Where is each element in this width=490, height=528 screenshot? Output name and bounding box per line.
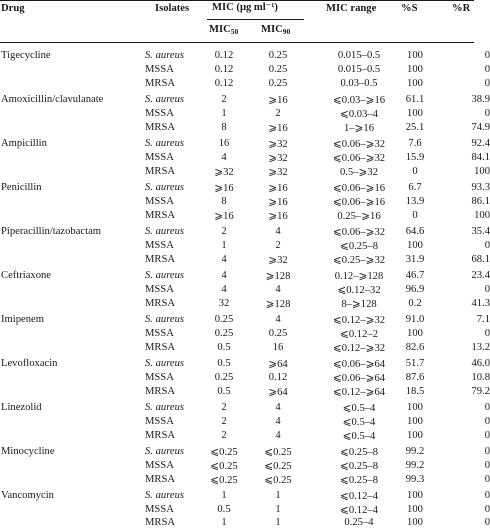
range-cell: ⩽0.06–⩾32 <box>332 153 386 164</box>
pct-r-cell: 0 <box>484 284 490 295</box>
mic90-cell: 2 <box>275 108 281 119</box>
isolate-cell: MSSA <box>145 108 174 119</box>
pct-r-cell: 0 <box>484 504 490 515</box>
isolate-cell: S. aureus <box>145 226 185 237</box>
drug-label: Minocycline <box>1 446 55 457</box>
mic90-cell: 1 <box>275 504 281 515</box>
mic90-cell: 1 <box>275 490 281 501</box>
mic50-cell: 2 <box>221 416 227 427</box>
pct-s-cell: 61.1 <box>405 94 425 105</box>
pct-s-cell: 87.6 <box>405 372 425 383</box>
range-cell: ⩽0.12–2 <box>339 329 378 340</box>
mic50-cell: ⩾16 <box>214 211 234 222</box>
mic90-cell: ⩾64 <box>268 387 288 398</box>
mic90-cell: 16 <box>272 342 284 353</box>
isolate-cell: MRSA <box>145 430 176 441</box>
isolate-cell: MSSA <box>145 240 174 251</box>
range-cell: 0.12–⩾128 <box>334 271 384 282</box>
isolate-cell: S. aureus <box>145 270 185 281</box>
pct-r-cell: 92.4 <box>471 138 490 149</box>
pct-s-cell: 6.7 <box>408 182 422 193</box>
pct-r-cell: 84.1 <box>471 152 490 163</box>
range-cell: ⩽0.25–8 <box>339 241 378 252</box>
pct-r-cell: 100 <box>474 210 490 221</box>
range-cell: ⩽0.06–⩾64 <box>332 359 386 370</box>
mic90-cell: 0.25 <box>268 50 288 61</box>
pct-r-cell: 0 <box>484 50 490 61</box>
isolate-cell: S. aureus <box>145 182 185 193</box>
mic50-cell: ⩾32 <box>214 167 234 178</box>
isolate-cell: MRSA <box>145 254 176 265</box>
pct-s-cell: 91.0 <box>405 314 425 325</box>
isolate-cell: MSSA <box>145 64 174 75</box>
mic90-cell: ⩾128 <box>265 271 291 282</box>
pct-r-cell: 0 <box>484 402 490 413</box>
isolate-cell: MRSA <box>145 474 176 485</box>
range-cell: ⩽0.5–4 <box>342 403 376 414</box>
mic90-cell: 1 <box>275 517 281 528</box>
pct-s-cell: 100 <box>407 504 423 515</box>
mic90-cell: ⩾32 <box>268 255 288 266</box>
drug-label: Ampicillin <box>1 138 47 149</box>
range-cell: ⩽0.06–⩾32 <box>332 227 386 238</box>
mic50-cell: 4 <box>221 270 227 281</box>
isolate-cell: S. aureus <box>145 490 185 501</box>
pct-r-cell: 38.9 <box>471 94 490 105</box>
mic90-cell: 4 <box>275 314 281 325</box>
mic50-cell: 1 <box>221 108 227 119</box>
drug-label: Piperacillin/tazobactam <box>1 226 102 237</box>
pct-r-cell: 0 <box>484 64 490 75</box>
pct-r-cell: 93.3 <box>471 182 490 193</box>
drug-label: Levofloxacin <box>1 358 58 369</box>
mic90-cell: 4 <box>275 284 281 295</box>
pct-r-cell: 35.4 <box>471 226 490 237</box>
range-cell: ⩽0.03–4 <box>339 109 378 120</box>
isolate-cell: MRSA <box>145 166 176 177</box>
isolate-cell: MSSA <box>145 460 174 471</box>
header-mic-range: MIC range <box>326 3 377 14</box>
mic90-cell: 0.25 <box>268 78 288 89</box>
mic50-cell: 0.5 <box>217 358 231 369</box>
range-cell: ⩽0.5–4 <box>342 431 376 442</box>
isolate-cell: MRSA <box>145 210 176 221</box>
mic90-cell: ⩾64 <box>268 359 288 370</box>
pct-s-cell: 100 <box>407 328 423 339</box>
mic90-cell: ⩾16 <box>268 95 288 106</box>
range-cell: ⩽0.06–⩾16 <box>332 197 386 208</box>
range-cell: 0.015–0.5 <box>337 50 381 61</box>
pct-s-cell: 100 <box>407 416 423 427</box>
pct-s-cell: 100 <box>407 402 423 413</box>
pct-s-cell: 0 <box>412 166 418 177</box>
pct-s-cell: 100 <box>407 108 423 119</box>
isolate-cell: S. aureus <box>145 314 185 325</box>
pct-r-cell: 68.1 <box>471 254 490 265</box>
pct-s-cell: 7.6 <box>408 138 422 149</box>
pct-r-cell: 0 <box>484 240 490 251</box>
header-mic50 <box>209 24 238 36</box>
drug-label: Amoxicillin/clavulanate <box>1 94 104 105</box>
range-cell: ⩽0.06–⩾64 <box>332 373 386 384</box>
pct-r-cell: 10.8 <box>471 372 490 383</box>
pct-r-cell: 46.0 <box>471 358 490 369</box>
pct-s-cell: 99.2 <box>405 460 425 471</box>
header-mic-group: MIC (μg ml⁻¹) <box>212 2 278 13</box>
mic50-cell: ⩾16 <box>214 183 234 194</box>
mic50-cell: 0.25 <box>214 314 234 325</box>
isolate-cell: MRSA <box>145 386 176 397</box>
pct-r-cell: 0 <box>484 474 490 485</box>
drug-label: Linezolid <box>1 402 42 413</box>
mic50-cell: 8 <box>221 196 227 207</box>
range-cell: 0.25–4 <box>344 517 374 528</box>
header-mic90-main: MIC <box>261 24 283 35</box>
isolate-cell: S. aureus <box>145 94 185 105</box>
mic50-cell: ⩽0.25 <box>210 475 238 486</box>
isolate-cell: MRSA <box>145 342 176 353</box>
pct-s-cell: 13.9 <box>405 196 425 207</box>
pct-r-cell: 0 <box>484 416 490 427</box>
drug-label: Vancomycin <box>1 490 54 501</box>
mic90-cell: ⩽0.25 <box>264 447 292 458</box>
isolate-cell: MRSA <box>145 122 176 133</box>
mic50-cell: 16 <box>218 138 230 149</box>
mic50-cell: 4 <box>221 254 227 265</box>
pct-r-cell: 0 <box>484 328 490 339</box>
mic50-cell: 0.12 <box>214 64 234 75</box>
mic90-cell: ⩾16 <box>268 211 288 222</box>
mic90-cell: 0.25 <box>268 64 288 75</box>
pct-s-cell: 18.5 <box>405 386 425 397</box>
pct-s-cell: 25.1 <box>405 122 425 133</box>
isolate-cell: MRSA <box>145 517 176 528</box>
pct-s-cell: 31.9 <box>405 254 425 265</box>
mic-group-rule <box>207 19 304 20</box>
mic90-cell: ⩾32 <box>268 153 288 164</box>
header-mic90 <box>261 24 290 36</box>
isolate-cell: S. aureus <box>145 50 185 61</box>
mic90-cell: ⩾16 <box>268 183 288 194</box>
drug-label: Imipenem <box>1 314 44 325</box>
range-cell: ⩽0.12–⩾32 <box>332 315 386 326</box>
mic50-cell: 2 <box>221 430 227 441</box>
pct-r-cell: 23.4 <box>471 270 490 281</box>
pct-s-cell: 15.9 <box>405 152 425 163</box>
isolate-cell: MSSA <box>145 152 174 163</box>
mic50-cell: 1 <box>221 517 227 528</box>
isolate-cell: S. aureus <box>145 446 185 457</box>
pct-s-cell: 100 <box>407 78 423 89</box>
header-mic50-main: MIC <box>209 24 231 35</box>
mic90-cell: 4 <box>275 416 281 427</box>
mic50-cell: 32 <box>218 298 230 309</box>
mic50-cell: 0.5 <box>217 386 231 397</box>
isolate-cell: S. aureus <box>145 138 185 149</box>
pct-s-cell: 0 <box>412 210 418 221</box>
pct-r-cell: 74.9 <box>471 122 490 133</box>
pct-s-cell: 99.2 <box>405 446 425 457</box>
isolate-cell: MSSA <box>145 196 174 207</box>
isolate-cell: MSSA <box>145 416 174 427</box>
pct-r-cell: 13.2 <box>471 342 490 353</box>
pct-s-cell: 100 <box>407 430 423 441</box>
pct-r-cell: 0 <box>484 517 490 528</box>
range-cell: 0.5–⩾32 <box>339 167 378 178</box>
pct-s-cell: 100 <box>407 490 423 501</box>
pct-s-cell: 100 <box>407 64 423 75</box>
header-mic90-sub: 90 <box>282 27 291 36</box>
isolate-cell: MRSA <box>145 78 176 89</box>
mic90-cell: 2 <box>275 240 281 251</box>
pct-r-cell: 79.2 <box>471 386 490 397</box>
isolate-cell: MSSA <box>145 284 174 295</box>
range-cell: ⩽0.12–4 <box>339 491 378 502</box>
pct-r-cell: 86.1 <box>471 196 490 207</box>
isolate-cell: MSSA <box>145 328 174 339</box>
isolate-cell: S. aureus <box>145 358 185 369</box>
pct-s-cell: 0.2 <box>408 298 422 309</box>
mic50-cell: 1 <box>221 240 227 251</box>
mic90-cell: ⩾16 <box>268 197 288 208</box>
isolate-cell: MRSA <box>145 298 176 309</box>
mic90-cell: ⩾128 <box>265 299 291 310</box>
mic50-cell: 0.5 <box>217 342 231 353</box>
range-cell: 1–⩾16 <box>343 123 375 134</box>
mic90-cell: ⩽0.25 <box>264 475 292 486</box>
pct-s-cell: 100 <box>407 50 423 61</box>
pct-s-cell: 99.3 <box>405 474 425 485</box>
drug-label: Ceftriaxone <box>1 270 52 281</box>
pct-r-cell: 0 <box>484 430 490 441</box>
pct-r-cell: 100 <box>474 166 490 177</box>
mic50-cell: 2 <box>221 94 227 105</box>
mic50-cell: 2 <box>221 402 227 413</box>
range-cell: ⩽0.12–⩾32 <box>332 343 386 354</box>
mic90-cell: ⩾16 <box>268 123 288 134</box>
range-cell: ⩽0.03–⩾16 <box>332 95 386 106</box>
header-pct-r: %R <box>452 3 471 14</box>
drug-label: Tigecycline <box>1 50 51 61</box>
range-cell: ⩽0.25–8 <box>339 461 378 472</box>
mic50-cell: 0.5 <box>217 504 231 515</box>
pct-r-cell: 41.3 <box>471 298 490 309</box>
mic90-cell: 0.25 <box>268 328 288 339</box>
mic50-cell: 4 <box>221 284 227 295</box>
range-cell: ⩽0.12–32 <box>337 285 381 296</box>
isolate-cell: MSSA <box>145 504 174 515</box>
pct-s-cell: 100 <box>407 240 423 251</box>
mic90-cell: 0.12 <box>268 372 288 383</box>
range-cell: ⩽0.25–8 <box>339 475 378 486</box>
mic50-cell: 0.12 <box>214 78 234 89</box>
range-cell: ⩽0.06–⩾32 <box>332 139 386 150</box>
drug-label: Penicillin <box>1 182 42 193</box>
pct-r-cell: 0 <box>484 446 490 457</box>
pct-s-cell: 96.9 <box>405 284 425 295</box>
header-mic50-sub: 50 <box>230 27 239 36</box>
isolate-cell: MSSA <box>145 372 174 383</box>
pct-r-cell: 7.1 <box>476 314 490 325</box>
range-cell: ⩽0.25–⩾32 <box>332 255 386 266</box>
range-cell: 0.03–0.5 <box>340 78 378 89</box>
range-cell: ⩽0.12–4 <box>339 505 378 516</box>
range-cell: 0.015–0.5 <box>337 64 381 75</box>
range-cell: ⩽0.25–8 <box>339 447 378 458</box>
pct-s-cell: 100 <box>407 517 423 528</box>
header-drug: Drug <box>1 3 25 14</box>
pct-r-cell: 0 <box>484 490 490 501</box>
mic50-cell: ⩽0.25 <box>210 461 238 472</box>
range-cell: ⩽0.06–⩾16 <box>332 183 386 194</box>
mic90-cell: 4 <box>275 226 281 237</box>
mic90-cell: 4 <box>275 430 281 441</box>
mic50-cell: ⩽0.25 <box>210 447 238 458</box>
mic50-cell: 0.25 <box>214 328 234 339</box>
range-cell: 8–⩾128 <box>341 299 377 310</box>
mic90-cell: ⩾32 <box>268 139 288 150</box>
header-bottom-rule <box>0 42 474 43</box>
mic90-cell: ⩾32 <box>268 167 288 178</box>
pct-r-cell: 0 <box>484 460 490 471</box>
mic50-cell: 2 <box>221 226 227 237</box>
pct-s-cell: 82.6 <box>405 342 425 353</box>
pct-r-cell: 0 <box>484 108 490 119</box>
mic50-cell: 0.12 <box>214 50 234 61</box>
range-cell: ⩽0.5–4 <box>342 417 376 428</box>
pct-s-cell: 64.6 <box>405 226 425 237</box>
mic90-cell: ⩽0.25 <box>264 461 292 472</box>
pct-r-cell: 0 <box>484 78 490 89</box>
isolate-cell: S. aureus <box>145 402 185 413</box>
range-cell: 0.25–⩾16 <box>337 211 381 222</box>
mic50-cell: 0.25 <box>214 372 234 383</box>
header-isolates: Isolates <box>155 3 190 14</box>
range-cell: ⩽0.12–⩾64 <box>332 387 386 398</box>
mic50-cell: 4 <box>221 152 227 163</box>
mic50-cell: 1 <box>221 490 227 501</box>
header-pct-s: %S <box>401 3 418 14</box>
mic90-cell: 4 <box>275 402 281 413</box>
pct-s-cell: 46.7 <box>405 270 425 281</box>
pct-s-cell: 51.7 <box>405 358 425 369</box>
mic50-cell: 8 <box>221 122 227 133</box>
